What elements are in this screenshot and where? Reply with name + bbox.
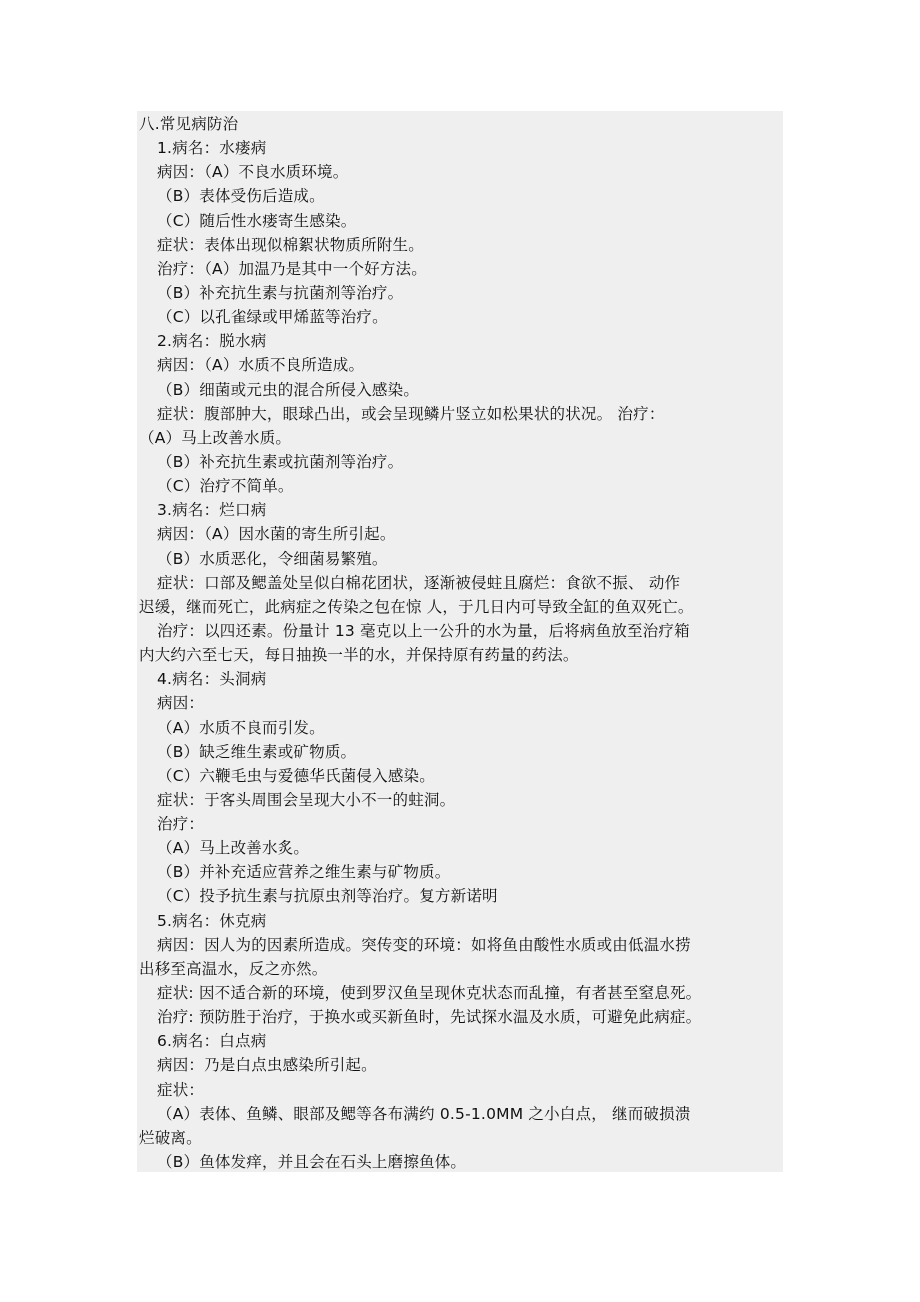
text-line: （B）细菌或元虫的混合所侵入感染。 xyxy=(157,380,420,399)
text-line: （A）马上改善水炙。 xyxy=(157,839,310,858)
section-heading: 八.常见病防治 xyxy=(139,115,239,133)
text-line: 病因：（A）因水菌的寄生所引起。 xyxy=(157,525,396,544)
text-line: 病因：乃是白点虫感染所引起。 xyxy=(157,1056,377,1075)
text-line: 症状：腹部肿大，眼球凸出，或会呈现鳞片竖立如松果状的状况。 治疗： xyxy=(157,404,665,423)
text-line: （C）随后性水瘘寄生感染。 xyxy=(157,211,357,230)
text-line: （B）并补充适应营养之维生素与矿物质。 xyxy=(157,863,451,882)
text-line: 内大约六至七天，每日抽换一半的水，并保持原有药量的药法。 xyxy=(139,646,579,665)
text-line: 症状：于客头周围会呈现大小不一的蛀洞。 xyxy=(157,790,456,809)
text-line: 病因：因人为的因素所造成。突传变的环境：如将鱼由酸性水质或由低温水捞 xyxy=(157,935,691,954)
text-line: （C）以孔雀绿或甲烯蓝等治疗。 xyxy=(157,308,388,327)
document-page xyxy=(137,111,783,1172)
text-line: 治疗： xyxy=(157,815,205,834)
text-line: 5.病名：休克病 xyxy=(157,911,267,930)
text-line: （B）水质恶化，令细菌易繁殖。 xyxy=(157,549,388,568)
text-line: （B）补充抗生素或抗菌剂等治疗。 xyxy=(157,452,404,471)
text-line: 4.病名：头洞病 xyxy=(157,670,267,689)
text-line: （A）表体、鱼鳞、眼部及鳃等各布满约 0.5-1.0MM 之小白点， 继而破损溃 xyxy=(157,1104,691,1123)
text-line: 病因：（A）不良水质环境。 xyxy=(157,163,349,182)
text-line: 1.病名：水瘘病 xyxy=(157,139,267,158)
text-line: 治疗: 预防胜于治疗，于换水或买新鱼时，先试探水温及水质，可避免此病症。 xyxy=(157,1008,702,1027)
text-line: 症状： xyxy=(157,1080,205,1099)
text-line: 2.病名：脱水病 xyxy=(157,332,267,351)
text-line: 症状：表体出现似棉絮状物质所附生。 xyxy=(157,235,424,254)
text-line: （A）马上改善水质。 xyxy=(139,428,292,447)
text-line: 病因： xyxy=(157,694,205,713)
text-line: （B）补充抗生素与抗菌剂等治疗。 xyxy=(157,283,404,302)
text-line: （C）治疗不简单。 xyxy=(157,477,294,496)
text-line: 烂破离。 xyxy=(139,1128,202,1147)
text-line: （B）缺乏维生素或矿物质。 xyxy=(157,742,357,761)
text-line: （B）表体受伤后造成。 xyxy=(157,187,325,206)
text-line: 出移至高温水，反之亦然。 xyxy=(139,959,328,978)
text-line: 症状: 因不适合新的环境，使到罗汉鱼呈现休克状态而乱撞，有者甚至窒息死。 xyxy=(157,984,702,1003)
text-line: 治疗：以四还素。份量计 13 毫克以上一公升的水为量，后将病鱼放至治疗箱 xyxy=(157,621,690,640)
text-line: （C）六鞭毛虫与爱德华氏菌侵入感染。 xyxy=(157,766,435,785)
text-line: 6.病名：白点病 xyxy=(157,1032,267,1051)
text-line: 症状：口部及鳃盖处呈似白棉花团状，逐渐被侵蛀且腐烂：食欲不振、 动作 xyxy=(157,573,681,592)
text-line: （C）投予抗生素与抗原虫剂等治疗。复方新诺明 xyxy=(157,887,498,906)
text-line: （A）水质不良而引发。 xyxy=(157,718,325,737)
text-line: 迟缓，继而死亡，此病症之传染之包在惊 人，于几日内可导致全缸的鱼双死亡。 xyxy=(139,597,694,616)
text-line: 治疗：（A）加温乃是其中一个好方法。 xyxy=(157,259,427,278)
text-line: 3.病名：烂口病 xyxy=(157,501,267,520)
text-line: （B）鱼体发痒，并且会在石头上磨擦鱼体。 xyxy=(157,1153,467,1172)
text-line: 病因：（A）水质不良所造成。 xyxy=(157,356,365,375)
